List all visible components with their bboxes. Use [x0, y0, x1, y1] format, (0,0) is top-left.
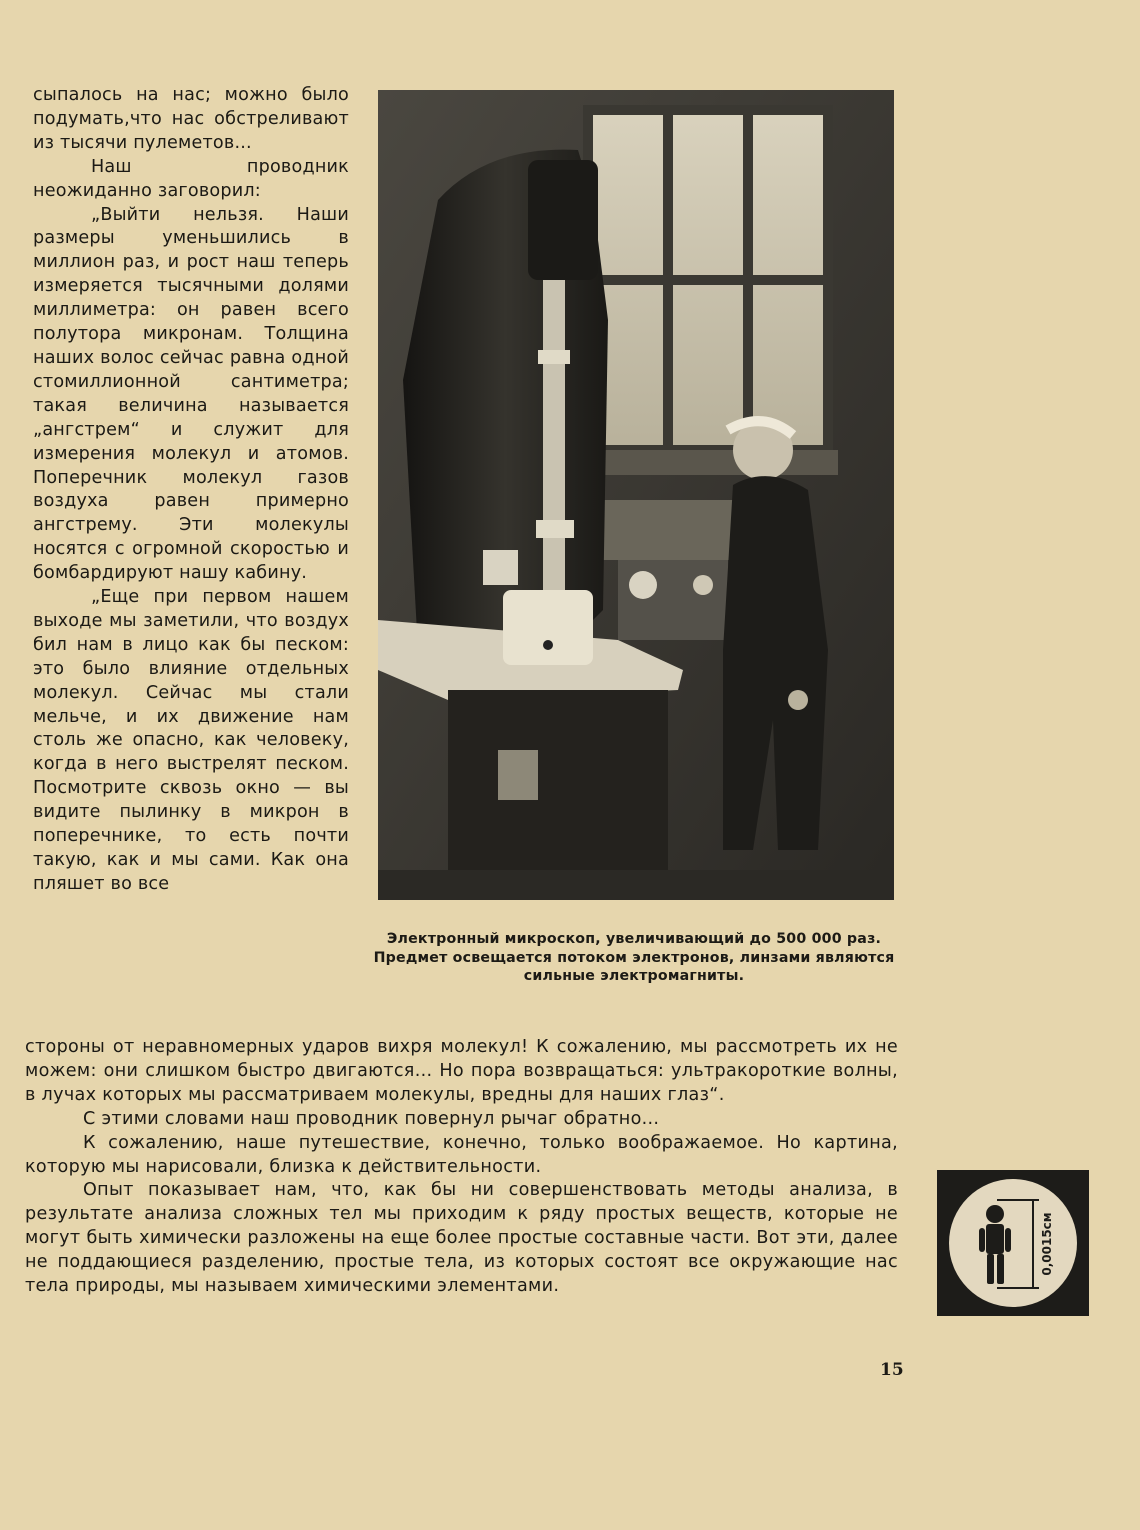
paragraph-8: Опыт показывает нам, что, как бы ни совершенствовать методы анализа, в результате анализа сложных тел мы приходим к ряду простых веществ, которые не могут быть химически разложены на еще более простые составные части. Вот эти, далее не поддающиеся разделению, простые тела, из которых состоят все окружающие нас тела природы, мы называем химическими элементами. [25, 1180, 898, 1297]
bottom-text-block [25, 1036, 898, 1299]
microscope-column [543, 280, 565, 600]
specimen-chamber [503, 590, 593, 665]
workbench-cabinet [448, 690, 668, 870]
scale-label: 0,0015см [1040, 1212, 1054, 1276]
microscope-top [528, 160, 598, 280]
column-ring [536, 520, 574, 538]
control-box [618, 560, 728, 640]
paragraph-2: Наш проводник неожиданно заговорил: [33, 156, 349, 201]
paragraph-7: К сожалению, наше путешествие, конечно, только воображаемое. Но картина, которую мы нарисовали, близка к действительности. [25, 1132, 898, 1177]
page-number: 15 [880, 1360, 904, 1380]
figure-caption: Электронный микроскоп, увеличивающий до 500 000 раз. Предмет освещается потоком электронов, линзами являются сильные электромагниты. [373, 931, 895, 984]
paragraph-1: сыпалось на нас; можно было подумать,что нас обстреливают из тысячи пулеметов... [33, 85, 349, 153]
chamber-knob [543, 640, 553, 650]
paragraph-3: „Выйти нельзя. Наши размеры уменьшились в миллион раз, и рост наш теперь измеряется тысячными долями миллиметра: он равен всего полутора микронам. Толщина наших волос сейчас равна одной стомиллионной сантиметра; такая величина называется „ангстрем“ и служит для измерения молекул и атомов. Поперечник молекул газов воздуха равен примерно ангстрему. Эти молекулы носятся с огромной скоростью и бомбардируют нашу кабину. [33, 204, 349, 584]
wall-panel [598, 500, 748, 560]
electron-microscope-photo [378, 90, 894, 900]
window-sill [588, 450, 838, 475]
scale-emblem [937, 1170, 1089, 1316]
photo-illustration [378, 90, 894, 900]
column-ring [538, 350, 570, 364]
cabinet-detail [498, 750, 538, 800]
dial-gauge [693, 575, 713, 595]
scale-emblem-graphic [937, 1170, 1089, 1316]
paragraph-4: „Еще при первом нашем выходе мы заметили, что воздух бил нам в лицо как бы песком: это было влияние отдельных молекул. Сейчас мы стали мельче, и их движение нам столь же опасно, как человеку, когда в него выстрелят песком. Посмотрите сквозь окно — вы видите пылинку в микрон в поперечнике, то есть почти такую, как и мы сами. Как она пляшет во все [33, 587, 349, 894]
person-hand [788, 690, 808, 710]
instrument-box [483, 550, 518, 585]
dial-gauge [629, 571, 657, 599]
floor [378, 870, 894, 900]
left-text-column [33, 84, 349, 897]
paragraph-5: стороны от неравномерных ударов вихря молекул! К сожалению, мы рассмотреть их не можем: они слишком быстро двигаются... Но пора возвращаться: ультракороткие волны, в лучах которых мы рассматриваем молекулы, вредны для наших глаз“. [25, 1037, 898, 1105]
paragraph-6: С этими словами наш проводник повернул рычаг обратно... [83, 1108, 660, 1129]
